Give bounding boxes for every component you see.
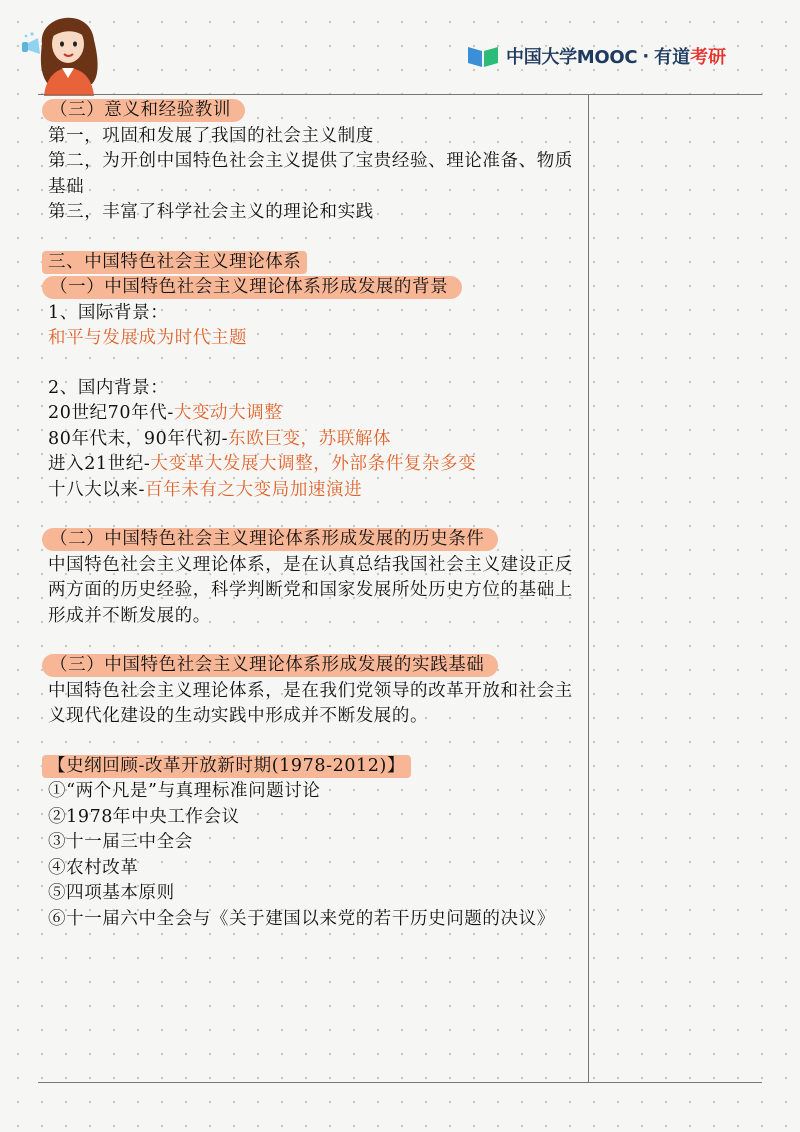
item-prefix: 十八大以来- <box>48 479 146 500</box>
section-heading: （一）中国特色社会主义理论体系形成发展的背景 <box>42 276 462 299</box>
section-heading: （三）意义和经验教训 <box>42 99 245 122</box>
section-heading: （三）中国特色社会主义理论体系形成发展的实践基础 <box>42 654 498 677</box>
list-item: 第一，巩固和发展了我国的社会主义制度 <box>48 125 374 146</box>
margin-rule <box>588 94 589 1082</box>
list-item <box>48 401 583 427</box>
item-value: 百年未有之大变局加速演进 <box>145 479 363 500</box>
book-logo-icon <box>466 43 500 69</box>
paragraph: 中国特色社会主义理论体系，是在认真总结我国社会主义建设正反两方面的历史经验，科学判断党和国家发展所处历史方位的基础上形成并不断发展的。 <box>48 554 573 626</box>
list-item <box>48 452 583 478</box>
list-item: ⑤四项基本原则 <box>48 883 175 903</box>
brand-logo <box>466 42 726 70</box>
avatar <box>20 4 116 96</box>
item-value: 东欧巨变，苏联解体 <box>228 428 392 449</box>
list-item: 第二，为开创中国特色社会主义提供了宝贵经验、理论准备、物质基础 <box>48 151 573 197</box>
item-prefix: 20世纪70年代- <box>48 403 174 423</box>
list-item: ③十一届三中全会 <box>48 832 193 852</box>
list-item: ②1978年中央工作会议 <box>48 806 240 827</box>
brand-separator: · <box>642 45 650 67</box>
brand-mooc-text: 中国大学MOOC <box>506 47 638 68</box>
item-prefix: 进入21世纪- <box>48 454 151 474</box>
intl-label: 1、国际背景： <box>48 302 169 323</box>
item-value: 大变革大发展大调整，外部条件复杂多变 <box>150 454 477 474</box>
list-item <box>48 427 583 453</box>
part-heading: 三、中国特色社会主义理论体系 <box>42 251 307 274</box>
list-item: 第三，丰富了科学社会主义的理论和实践 <box>48 202 374 222</box>
list-item: ⑥十一届六中全会与《关于建国以来党的若干历史问题的决议》 <box>48 908 555 929</box>
brand-kaoyan-text: 考研 <box>690 47 727 68</box>
domestic-label: 2、国内背景： <box>48 377 169 398</box>
notes-content <box>48 98 583 932</box>
list-item: ④农村改革 <box>48 857 139 878</box>
item-value: 大变动大调整 <box>173 403 283 423</box>
bottom-rule <box>38 1082 762 1083</box>
top-rule <box>38 94 762 95</box>
list-item: ①“两个凡是”与真理标准问题讨论 <box>48 781 321 801</box>
paragraph: 中国特色社会主义理论体系，是在我们党领导的改革开放和社会主义现代化建设的生动实践中形成并不断发展的。 <box>48 680 573 726</box>
list-item <box>48 478 583 504</box>
section-heading: （二）中国特色社会主义理论体系形成发展的历史条件 <box>42 528 498 551</box>
item-prefix: 80年代末，90年代初- <box>48 428 229 449</box>
brand-youdao-text: 有道 <box>654 47 691 68</box>
review-heading: 【史纲回顾-改革开放新时期(1978-2012)】 <box>42 755 411 778</box>
intl-value: 和平与发展成为时代主题 <box>48 328 248 348</box>
